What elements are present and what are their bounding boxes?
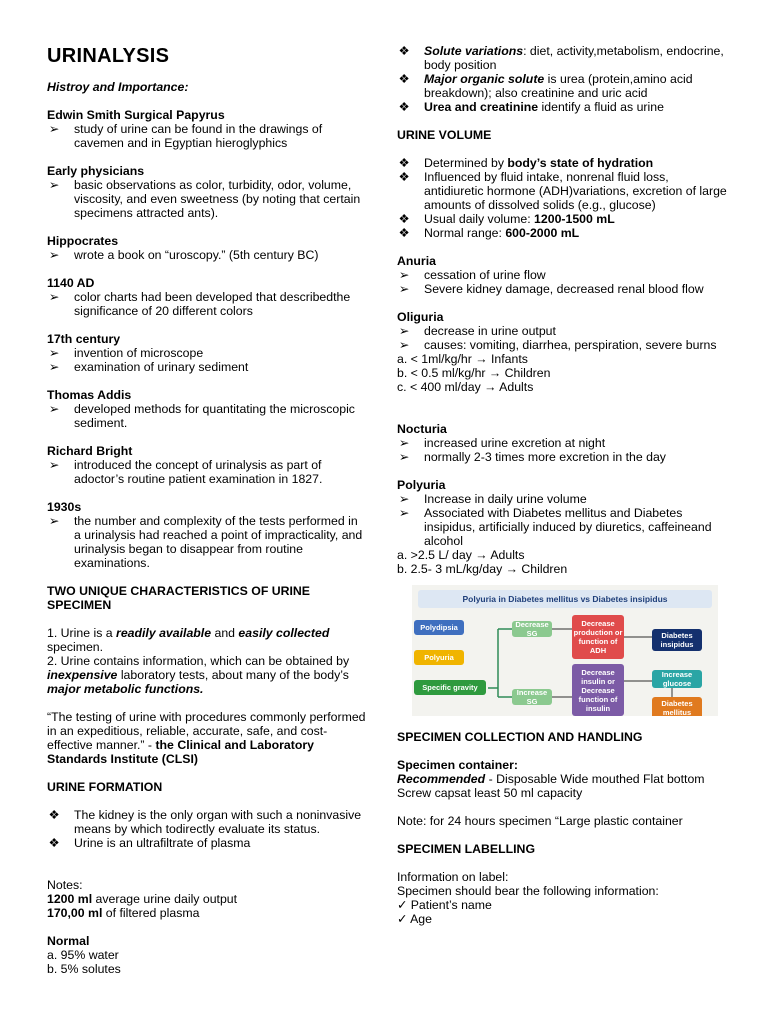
list-item: ➢ wrote a book on “uroscopy.” (5th century BC) xyxy=(48,248,319,262)
list-item: ❖ Usual daily volume: 1200-1500 mL xyxy=(398,212,615,226)
list-item: ❖ The kidney is the only organ with such a noninvasive means by which todirectly evaluate its status. xyxy=(48,808,362,836)
arrow-bullet-icon: ➢ xyxy=(48,122,60,136)
list-item: ➢ normally 2-3 times more excretion in the day xyxy=(398,450,666,464)
entry-richard-bright xyxy=(47,444,367,486)
arrow-bullet-icon: ➢ xyxy=(48,178,60,192)
diamond-bullet-icon: ❖ xyxy=(398,212,410,226)
list-item: a. < 1ml/kg/hr → Infants xyxy=(397,352,528,366)
note-line: 170,00 ml of filtered plasma xyxy=(47,906,200,920)
nocturia-heading: Nocturia xyxy=(397,422,447,436)
entry-edwin xyxy=(47,108,367,150)
list-item: ➢ increased urine excretion at night xyxy=(398,436,606,450)
diamond-bullet-icon: ❖ xyxy=(398,100,410,114)
increase-sg-box: Increase SG xyxy=(512,689,552,705)
polydipsia-box: Polydipsia xyxy=(414,620,464,635)
anuria-block xyxy=(397,254,727,296)
list-item: ➢ the number and complexity of the tests performed in a urinalysis had reached a point of impracticality, and urinalysis began to disappear from routine examinations. xyxy=(48,514,363,570)
specific-gravity-box: Specific gravity xyxy=(414,680,486,695)
diamond-bullet-icon: ❖ xyxy=(398,156,410,170)
entry-heading: 17th century xyxy=(47,332,121,346)
check-icon: ✓ xyxy=(397,912,408,926)
entry-17th-century xyxy=(47,332,367,374)
unique-characteristic-2: 2. Urine contains information, which can be obtained by inexpensive laboratory tests, about many of the body’s major metabolic functions. xyxy=(47,654,350,696)
decrease-adh-box: Decrease production or function of ADH xyxy=(572,615,624,659)
increase-glucose-box: Increase glucose xyxy=(652,670,702,688)
arrow-bullet-icon: ➢ xyxy=(48,458,60,472)
list-item: a. 95% water xyxy=(47,948,119,962)
two-unique-heading: TWO UNIQUE CHARACTERISTICS OF URINE SPECIMEN xyxy=(47,584,311,612)
polyuria-diagram xyxy=(412,585,718,716)
entry-heading: Hippocrates xyxy=(47,234,119,248)
right-column xyxy=(397,0,727,1024)
list-item: ❖ Determined by body’s state of hydration xyxy=(398,156,654,170)
entry-heading: Edwin Smith Surgical Papyrus xyxy=(47,108,225,122)
diabetes-mellitus-box: Diabetes mellitus xyxy=(652,697,702,716)
diamond-bullet-icon: ❖ xyxy=(398,170,410,184)
oliguria-heading: Oliguria xyxy=(397,310,444,324)
page-title: URINALYSIS xyxy=(47,45,170,67)
list-item: ➢ study of urine can be found in the drawings of cavemen and in Egyptian hieroglyphics xyxy=(48,122,323,150)
list-item: ❖ Normal range: 600-2000 mL xyxy=(398,226,580,240)
notes-block xyxy=(47,878,367,920)
list-item: ➢ cessation of urine flow xyxy=(398,268,546,282)
container-heading: Specimen container: xyxy=(397,758,518,772)
urine-volume-heading: URINE VOLUME xyxy=(397,128,492,142)
notes-label: Notes: xyxy=(47,878,83,892)
polyuria-heading: Polyuria xyxy=(397,478,446,492)
note-24h: Note: for 24 hours specimen “Large plastic container xyxy=(397,814,683,828)
list-item: ➢ basic observations as color, turbidity, odor, volume, viscosity, and even sweetness (by noting that certain specimens attracted ants). xyxy=(48,178,361,220)
entry-1930s xyxy=(47,500,367,570)
arrow-bullet-icon: ➢ xyxy=(48,346,60,360)
arrow-bullet-icon: ➢ xyxy=(398,282,410,296)
oliguria-block xyxy=(397,310,727,394)
nocturia-block xyxy=(397,422,727,464)
collection-heading: SPECIMEN COLLECTION AND HANDLING xyxy=(397,730,643,744)
entry-early-physicians xyxy=(47,164,367,220)
diamond-bullet-icon: ❖ xyxy=(398,44,410,58)
arrow-bullet-icon: ➢ xyxy=(398,324,410,338)
labelling-heading: SPECIMEN LABELLING xyxy=(397,842,536,856)
unique-characteristic-1: 1. Urine is a readily available and easily collected specimen. xyxy=(47,626,330,654)
list-item: ➢ Associated with Diabetes mellitus and Diabetes insipidus, artificially induced by diuretics, caffeineand alcohol xyxy=(398,506,712,548)
list-item: a. >2.5 L/ day → Adults xyxy=(397,548,525,562)
list-item: ➢ introduced the concept of urinalysis as part of adoctor’s routine patient examination in 1827. xyxy=(48,458,323,486)
entry-heading: 1930s xyxy=(47,500,82,514)
anuria-heading: Anuria xyxy=(397,254,436,268)
entry-thomas-addis xyxy=(47,388,367,430)
arrow-bullet-icon: ➢ xyxy=(398,268,410,282)
diamond-bullet-icon: ❖ xyxy=(398,226,410,240)
arrow-bullet-icon: ➢ xyxy=(398,338,410,352)
normal-heading: Normal xyxy=(47,934,90,948)
list-item: b. 5% solutes xyxy=(47,962,121,976)
list-item: ❖ Major organic solute is urea (protein,amino acid breakdown); also creatinine and uric acid xyxy=(398,72,693,100)
check-icon: ✓ xyxy=(397,898,408,912)
arrow-bullet-icon: ➢ xyxy=(48,248,60,262)
arrow-bullet-icon: ➢ xyxy=(48,290,60,304)
decrease-sg-box: Decrease SG xyxy=(512,621,552,637)
list-item: ✓ Age xyxy=(397,912,432,926)
list-item: ➢ causes: vomiting, diarrhea, perspiration, severe burns xyxy=(398,338,717,352)
list-item: ❖ Urine is an ultrafiltrate of plasma xyxy=(48,836,251,850)
arrow-bullet-icon: ➢ xyxy=(48,514,60,528)
normal-block xyxy=(47,934,367,976)
polyuria-box: Polyuria xyxy=(414,650,464,665)
list-item: b. 2.5- 3 mL/kg/day → Children xyxy=(397,562,568,576)
decrease-insulin-box: Decrease insulin or Decrease function of insulin xyxy=(572,664,624,716)
diamond-bullet-icon: ❖ xyxy=(398,72,410,86)
list-item: ➢ examination of urinary sediment xyxy=(48,360,249,374)
list-item: ✓ Patient’s name xyxy=(397,898,492,912)
container-block xyxy=(397,758,727,800)
entry-heading: Richard Bright xyxy=(47,444,133,458)
label-block xyxy=(397,870,727,926)
list-item: ➢ invention of microscope xyxy=(48,346,204,360)
label-intro: Specimen should bear the following information: xyxy=(397,884,659,898)
urine-formation-heading: URINE FORMATION xyxy=(47,780,163,794)
volume-list xyxy=(397,156,727,240)
arrow-bullet-icon: ➢ xyxy=(398,436,410,450)
polyuria-block xyxy=(397,478,727,576)
list-item: ➢ developed methods for quantitating the microscopic sediment. xyxy=(48,402,355,430)
arrow-bullet-icon: ➢ xyxy=(398,450,410,464)
arrow-bullet-icon: ➢ xyxy=(48,360,60,374)
entry-1140-ad xyxy=(47,276,367,318)
entry-hippocrates xyxy=(47,234,367,262)
entry-heading: Thomas Addis xyxy=(47,388,132,402)
list-item: ➢ color charts had been developed that describedthe significance of 20 different colors xyxy=(48,290,351,318)
list-item: ❖ Solute variations: diet, activity,metabolism, endocrine, body position xyxy=(398,44,724,72)
diabetes-insipidus-box: Diabetes insipidus xyxy=(652,629,702,651)
entry-heading: 1140 AD xyxy=(47,276,95,290)
list-item: ➢ Increase in daily urine volume xyxy=(398,492,587,506)
list-item: ❖ Influenced by fluid intake, nonrenal fluid loss, antidiuretic hormone (ADH)variations, excretion of large amounts of dissolved solids (e.g., glucose) xyxy=(398,170,727,212)
list-item: ❖ Urea and creatinine identify a fluid as urine xyxy=(398,100,664,114)
list-item: c. < 400 ml/day → Adults xyxy=(397,380,534,394)
entry-heading: Early physicians xyxy=(47,164,145,178)
left-column xyxy=(47,0,367,1024)
diamond-bullet-icon: ❖ xyxy=(48,808,60,822)
note-line: 1200 ml average urine daily output xyxy=(47,892,238,906)
list-item: ➢ Severe kidney damage, decreased renal blood flow xyxy=(398,282,704,296)
container-text: Recommended - Disposable Wide mouthed Flat bottom Screw capsat least 50 ml capacity xyxy=(397,772,705,800)
formation-list xyxy=(47,808,367,850)
label-info: Information on label: xyxy=(397,870,509,884)
diagram-title: Polyuria in Diabetes mellitus vs Diabetes insipidus xyxy=(418,590,712,608)
list-item: b. < 0.5 ml/kg/hr → Children xyxy=(397,366,551,380)
arrow-bullet-icon: ➢ xyxy=(398,506,410,520)
arrow-bullet-icon: ➢ xyxy=(398,492,410,506)
list-item: ➢ decrease in urine output xyxy=(398,324,556,338)
arrow-bullet-icon: ➢ xyxy=(48,402,60,416)
history-heading: Histroy and Importance: xyxy=(47,80,189,94)
diamond-bullet-icon: ❖ xyxy=(48,836,60,850)
solute-list xyxy=(397,44,727,114)
clsi-quote: “The testing of urine with procedures commonly performed in an expeditious, reliable, accurate, safe, and cost-effective manner.” - the Clinical and Laboratory Standards Institute (CLSI) xyxy=(47,710,366,766)
